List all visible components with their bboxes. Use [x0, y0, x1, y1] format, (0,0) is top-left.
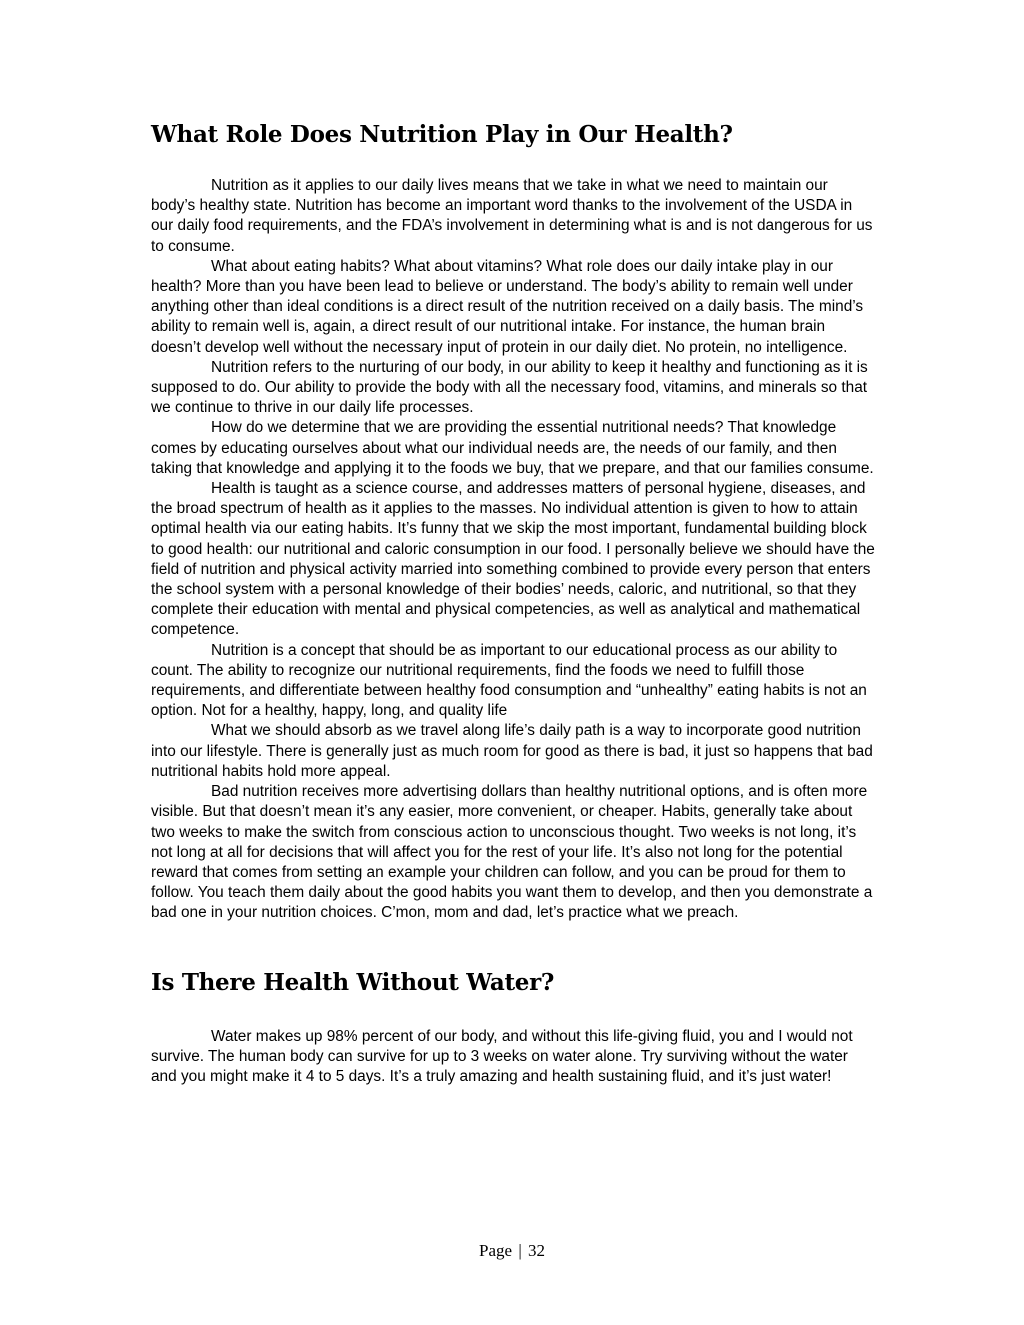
page-separator: | — [518, 1241, 522, 1260]
section-water — [151, 966, 875, 1088]
body-paragraph: Nutrition refers to the nurturing of our body, in our ability to keep it healthy and functioning as it is supposed to do. Our ability to provide the body with all the necessary food, vitamins, and minerals so that we continue to thrive in our daily life processes. — [151, 358, 868, 417]
section-heading: What Role Does Nutrition Play in Our Health? — [151, 121, 733, 148]
page-content — [151, 118, 875, 1087]
page-label: Page — [479, 1241, 513, 1260]
section-heading: Is There Health Without Water? — [151, 968, 555, 996]
body-paragraph: Bad nutrition receives more advertising dollars than healthy nutritional options, and is often more visible. But that doesn’t mean it’s any easier, more convenient, or cheaper. Habits, generally take about two weeks to make the switch from conscious action to unconscious thought. Two weeks is not long, it’s not long at all for decisions that will affect you for the rest of your life. It’s also not long for the potential reward that comes from setting an example your children can follow, and you can be proud for them to follow. You teach them daily about the good habits you want them to develop, and then you demonstrate a bad one in your nutrition choices. C’mon, mom and dad, let’s practice what we preach. — [151, 783, 873, 922]
body-paragraph: Nutrition as it applies to our daily lives means that we take in what we need to maintain our body’s healthy state. Nutrition has become an important word thanks to the involvement of the USDA in our daily food requirements, and the FDA’s involvement in determining what is and is not dangerous for us to consume. — [151, 177, 873, 255]
body-paragraph: What we should absorb as we travel along life’s daily path is a way to incorporate good nutrition into our lifestyle. There is generally just as much room for good as there is bad, it just so happens that bad nutritional habits hold more appeal. — [151, 722, 873, 780]
body-paragraph: Water makes up 98% percent of our body, and without this life-giving fluid, you and I would not survive. The human body can survive for up to 3 weeks on water alone. Try surviving without the water and you might make it 4 to 5 days. It’s a truly amazing and health sustaining fluid, and it’s just water! — [151, 1027, 853, 1085]
page-number: 32 — [527, 1241, 545, 1260]
body-paragraph: Health is taught as a science course, and addresses matters of personal hygiene, diseases, and the broad spectrum of health as it applies to the masses. No individual attention is given to how to attain optimal health via our eating habits. It’s funny that we skip the most important, fundamental building block to good health: our nutritional and caloric consumption in our food. I personally believe we should have the field of nutrition and physical activity married into something combined to provide every person that enters the school system with a personal knowledge of their bodies’ needs, caloric, and nutritional, so that they complete their education with mental and physical competencies, as well as analytical and mathematical competence. — [151, 480, 875, 639]
page-footer — [0, 1241, 1024, 1261]
body-paragraph: How do we determine that we are providing the essential nutritional needs? That knowledge comes by educating ourselves about what our individual needs are, the needs of our family, and then taking that knowledge and applying it to the foods we buy, that we prepare, and that our families consume. — [151, 419, 874, 477]
body-paragraph: Nutrition is a concept that should be as important to our educational process as our ability to count. The ability to recognize our nutritional requirements, find the foods we need to fulfill those requirements, and differentiate between healthy food consumption and “unhealthy” eating habits is not an option. Not for a healthy, happy, long, and quality life — [151, 641, 867, 720]
section-nutrition — [151, 118, 875, 924]
body-paragraph: What about eating habits? What about vitamins? What role does our daily intake play in our health? More than you have been lead to believe or understand. The body’s ability to remain well under anything other than ideal conditions is a direct result of the nutrition received on a daily basis. The mind’s ability to remain well is, again, a direct result of our nutritional intake. For instance, the human brain doesn’t develop well without the necessary input of protein in our daily diet. No protein, no intelligence. — [151, 257, 864, 356]
